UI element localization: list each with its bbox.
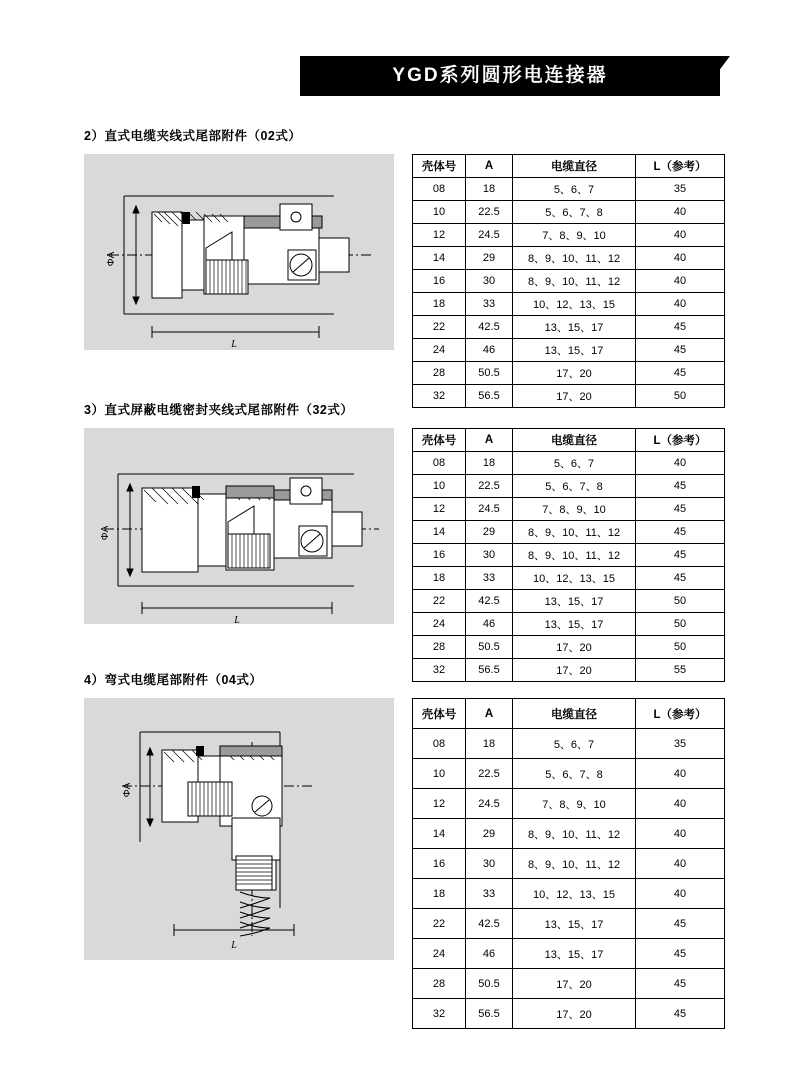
cell-cable-dia: 10、12、13、15	[513, 879, 636, 909]
drawing-shielded-sealed-clamp	[84, 428, 394, 624]
cell-shell: 10	[413, 759, 466, 789]
cell-shell: 28	[413, 969, 466, 999]
table-row	[413, 879, 725, 909]
table-header-row	[413, 155, 725, 178]
cell-a: 22.5	[466, 201, 513, 224]
table-row	[413, 247, 725, 270]
label-l: L	[231, 339, 237, 350]
col-header-cable-dia: 电缆直径	[513, 155, 636, 178]
table-row	[413, 590, 725, 613]
label-phi-a: ΦA	[106, 251, 117, 267]
cell-a: 56.5	[466, 385, 513, 408]
cell-shell: 24	[413, 613, 466, 636]
cell-cable-dia: 8、9、10、11、12	[513, 544, 636, 567]
cell-cable-dia: 17、20	[513, 969, 636, 999]
cell-l: 45	[636, 969, 725, 999]
cell-a: 50.5	[466, 362, 513, 385]
cell-l: 40	[636, 293, 725, 316]
cell-l: 50	[636, 385, 725, 408]
table-row	[413, 999, 725, 1029]
cell-shell: 28	[413, 362, 466, 385]
cell-cable-dia: 8、9、10、11、12	[513, 521, 636, 544]
cell-l: 40	[636, 270, 725, 293]
label-l: L	[231, 940, 237, 951]
cell-shell: 10	[413, 475, 466, 498]
table-row	[413, 452, 725, 475]
cell-l: 45	[636, 475, 725, 498]
table-row	[413, 729, 725, 759]
cell-a: 46	[466, 613, 513, 636]
cell-l: 45	[636, 567, 725, 590]
cell-cable-dia: 10、12、13、15	[513, 293, 636, 316]
table-row	[413, 909, 725, 939]
cell-shell: 14	[413, 819, 466, 849]
cell-l: 45	[636, 521, 725, 544]
cell-l: 50	[636, 590, 725, 613]
table-row	[413, 475, 725, 498]
table-row	[413, 939, 725, 969]
cell-shell: 08	[413, 452, 466, 475]
cell-cable-dia: 7、8、9、10	[513, 224, 636, 247]
cell-a: 33	[466, 879, 513, 909]
cell-l: 45	[636, 316, 725, 339]
cell-shell: 22	[413, 590, 466, 613]
cell-shell: 32	[413, 999, 466, 1029]
cell-a: 42.5	[466, 316, 513, 339]
col-header-l: L（参考）	[636, 699, 725, 729]
table-header-row	[413, 429, 725, 452]
cell-shell: 08	[413, 729, 466, 759]
table-row	[413, 316, 725, 339]
cell-a: 42.5	[466, 909, 513, 939]
table-row	[413, 613, 725, 636]
cell-a: 22.5	[466, 475, 513, 498]
cell-l: 35	[636, 178, 725, 201]
page-title: YGD系列圆形电连接器	[392, 65, 608, 86]
cell-a: 46	[466, 939, 513, 969]
col-header-l: L（参考）	[636, 429, 725, 452]
cell-l: 45	[636, 939, 725, 969]
cell-a: 46	[466, 339, 513, 362]
col-header-a: A	[466, 699, 513, 729]
cell-shell: 08	[413, 178, 466, 201]
cell-shell: 10	[413, 201, 466, 224]
cell-l: 40	[636, 879, 725, 909]
table-row	[413, 759, 725, 789]
cell-a: 56.5	[466, 659, 513, 682]
cell-cable-dia: 17、20	[513, 999, 636, 1029]
col-header-shell: 壳体号	[413, 155, 466, 178]
cell-l: 35	[636, 729, 725, 759]
cell-a: 50.5	[466, 636, 513, 659]
cell-cable-dia: 8、9、10、11、12	[513, 270, 636, 293]
cell-shell: 28	[413, 636, 466, 659]
cell-cable-dia: 13、15、17	[513, 939, 636, 969]
cell-a: 30	[466, 544, 513, 567]
cell-a: 22.5	[466, 759, 513, 789]
cell-a: 30	[466, 849, 513, 879]
cell-shell: 22	[413, 316, 466, 339]
cell-l: 40	[636, 224, 725, 247]
spec-table-02	[412, 154, 725, 408]
cell-a: 18	[466, 729, 513, 759]
drawing-straight-cable-clamp	[84, 154, 394, 350]
cell-cable-dia: 5、6、7	[513, 452, 636, 475]
cell-cable-dia: 5、6、7、8	[513, 475, 636, 498]
cell-shell: 16	[413, 270, 466, 293]
cell-cable-dia: 5、6、7	[513, 729, 636, 759]
cell-a: 30	[466, 270, 513, 293]
table-row	[413, 201, 725, 224]
table-row	[413, 224, 725, 247]
cell-l: 45	[636, 498, 725, 521]
cell-shell: 22	[413, 909, 466, 939]
table-row	[413, 521, 725, 544]
table-header-row	[413, 699, 725, 729]
col-header-l: L（参考）	[636, 155, 725, 178]
table-row	[413, 789, 725, 819]
table-row	[413, 362, 725, 385]
cell-cable-dia: 17、20	[513, 385, 636, 408]
table-row	[413, 636, 725, 659]
cell-cable-dia: 5、6、7	[513, 178, 636, 201]
cell-shell: 32	[413, 659, 466, 682]
label-phi-a: ΦA	[122, 782, 133, 798]
table-row	[413, 544, 725, 567]
drawing-right-angle-cable	[84, 698, 394, 960]
cell-cable-dia: 8、9、10、11、12	[513, 849, 636, 879]
cell-l: 45	[636, 339, 725, 362]
cell-cable-dia: 7、8、9、10	[513, 498, 636, 521]
cell-cable-dia: 13、15、17	[513, 909, 636, 939]
cell-l: 50	[636, 613, 725, 636]
section-title-04: 4）弯式电缆尾部附件（04式）	[84, 673, 263, 687]
cell-l: 40	[636, 789, 725, 819]
cell-cable-dia: 13、15、17	[513, 613, 636, 636]
cell-a: 56.5	[466, 999, 513, 1029]
table-row	[413, 849, 725, 879]
col-header-cable-dia: 电缆直径	[513, 699, 636, 729]
page-header	[0, 56, 800, 96]
cell-l: 40	[636, 201, 725, 224]
cell-a: 24.5	[466, 498, 513, 521]
label-phi-a: ΦA	[100, 525, 111, 541]
cell-shell: 18	[413, 293, 466, 316]
table-row	[413, 498, 725, 521]
cell-l: 50	[636, 636, 725, 659]
cell-a: 24.5	[466, 224, 513, 247]
cell-a: 29	[466, 247, 513, 270]
cell-a: 29	[466, 819, 513, 849]
cell-shell: 24	[413, 939, 466, 969]
cell-cable-dia: 17、20	[513, 362, 636, 385]
cell-a: 18	[466, 452, 513, 475]
table-row	[413, 293, 725, 316]
cell-shell: 16	[413, 544, 466, 567]
col-header-cable-dia: 电缆直径	[513, 429, 636, 452]
table-row	[413, 567, 725, 590]
table-row	[413, 339, 725, 362]
cell-cable-dia: 17、20	[513, 659, 636, 682]
cell-l: 45	[636, 362, 725, 385]
section-title-02: 2）直式电缆夹线式尾部附件（02式）	[84, 129, 302, 143]
cell-a: 33	[466, 567, 513, 590]
cell-cable-dia: 13、15、17	[513, 316, 636, 339]
cell-l: 45	[636, 909, 725, 939]
spec-table-32	[412, 428, 725, 682]
cell-shell: 24	[413, 339, 466, 362]
cell-a: 42.5	[466, 590, 513, 613]
cell-a: 18	[466, 178, 513, 201]
table-row	[413, 659, 725, 682]
label-l: L	[234, 615, 240, 624]
cell-shell: 16	[413, 849, 466, 879]
cell-l: 45	[636, 544, 725, 567]
cell-shell: 12	[413, 789, 466, 819]
table-row	[413, 270, 725, 293]
cell-cable-dia: 5、6、7、8	[513, 759, 636, 789]
cell-cable-dia: 8、9、10、11、12	[513, 819, 636, 849]
cell-l: 40	[636, 247, 725, 270]
cell-l: 40	[636, 849, 725, 879]
col-header-a: A	[466, 155, 513, 178]
header-bar-tail	[700, 56, 730, 96]
cell-cable-dia: 5、6、7、8	[513, 201, 636, 224]
cell-cable-dia: 7、8、9、10	[513, 789, 636, 819]
cell-shell: 12	[413, 498, 466, 521]
cell-l: 40	[636, 452, 725, 475]
cell-cable-dia: 13、15、17	[513, 339, 636, 362]
cell-a: 24.5	[466, 789, 513, 819]
col-header-shell: 壳体号	[413, 699, 466, 729]
cell-cable-dia: 10、12、13、15	[513, 567, 636, 590]
cell-a: 50.5	[466, 969, 513, 999]
cell-cable-dia: 17、20	[513, 636, 636, 659]
cell-shell: 18	[413, 567, 466, 590]
cell-shell: 18	[413, 879, 466, 909]
cell-l: 40	[636, 759, 725, 789]
table-row	[413, 819, 725, 849]
cell-shell: 14	[413, 247, 466, 270]
section-title-32: 3）直式屏蔽电缆密封夹线式尾部附件（32式）	[84, 403, 354, 417]
table-row	[413, 969, 725, 999]
cell-shell: 32	[413, 385, 466, 408]
spec-table-04	[412, 698, 725, 1029]
table-row	[413, 385, 725, 408]
cell-a: 29	[466, 521, 513, 544]
col-header-a: A	[466, 429, 513, 452]
col-header-shell: 壳体号	[413, 429, 466, 452]
cell-l: 40	[636, 819, 725, 849]
table-row	[413, 178, 725, 201]
cell-l: 45	[636, 999, 725, 1029]
cell-cable-dia: 8、9、10、11、12	[513, 247, 636, 270]
cell-shell: 12	[413, 224, 466, 247]
cell-cable-dia: 13、15、17	[513, 590, 636, 613]
cell-a: 33	[466, 293, 513, 316]
cell-shell: 14	[413, 521, 466, 544]
cell-l: 55	[636, 659, 725, 682]
